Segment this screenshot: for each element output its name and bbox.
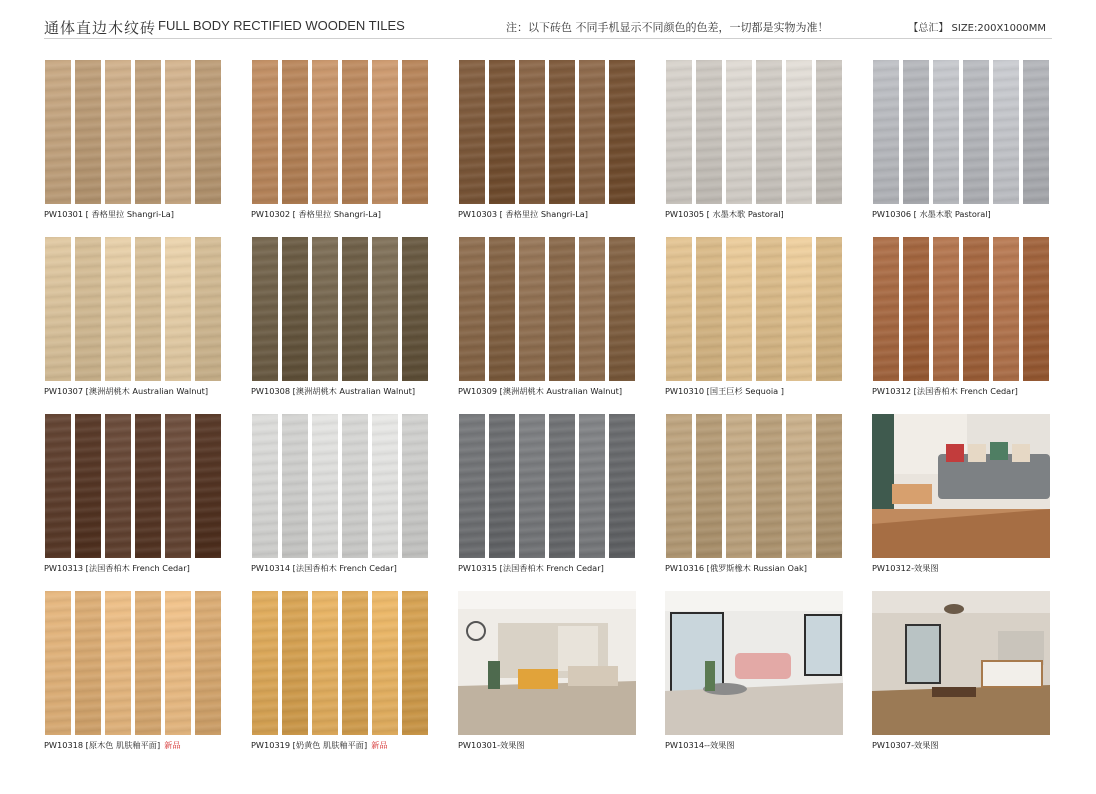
wood-plank — [195, 591, 221, 735]
tile-caption-text: PW10308 [澳洲胡桃木 Australian Walnut] — [251, 386, 416, 396]
tile-caption — [44, 740, 234, 751]
tile-card — [665, 591, 843, 752]
tile-swatch — [458, 237, 636, 381]
tile-swatch — [872, 237, 1050, 381]
tile-caption-text: PW10316 [俄罗斯橡木 Russian Oak] — [665, 563, 807, 573]
wood-plank — [402, 414, 428, 558]
wood-plank — [1023, 60, 1049, 204]
tile-caption-text: PW10301 [ 香格里拉 Shangri-La] — [44, 209, 174, 219]
tile-caption-text: PW10315 [法国香柏木 French Cedar] — [458, 563, 604, 573]
wood-plank — [312, 414, 338, 558]
wood-plank — [579, 237, 605, 381]
wood-plank — [105, 60, 131, 204]
wood-plank — [342, 591, 368, 735]
wood-plank — [549, 237, 575, 381]
wood-plank — [1023, 237, 1049, 381]
tile-caption — [872, 386, 1062, 397]
wood-plank — [489, 414, 515, 558]
wood-plank — [252, 60, 278, 204]
wood-plank — [75, 237, 101, 381]
wood-plank — [195, 414, 221, 558]
tile-card — [665, 60, 843, 221]
wood-plank — [75, 414, 101, 558]
tile-card — [458, 591, 636, 752]
wood-plank — [105, 591, 131, 735]
tile-swatch — [458, 414, 636, 558]
wood-plank — [609, 237, 635, 381]
wood-plank — [519, 237, 545, 381]
wood-plank — [903, 237, 929, 381]
wood-plank — [756, 60, 782, 204]
wood-plank — [135, 414, 161, 558]
wood-plank — [252, 414, 278, 558]
wood-plank — [252, 591, 278, 735]
tile-caption-text: PW10303 [ 香格里拉 Shangri-La] — [458, 209, 588, 219]
wood-plank — [45, 414, 71, 558]
wood-plank — [135, 60, 161, 204]
wood-plank — [873, 60, 899, 204]
wood-plank — [135, 237, 161, 381]
wood-plank — [696, 60, 722, 204]
color-note: 注：以下砖色 不同手机显示不同颜色的色差，一切都是实物为准！ — [506, 21, 829, 34]
tile-swatch — [251, 60, 429, 204]
tile-caption — [665, 386, 855, 397]
tile-card — [872, 237, 1050, 398]
room-effect-photo — [872, 591, 1050, 735]
tile-card — [665, 414, 843, 575]
tile-card — [458, 414, 636, 575]
wood-plank — [372, 60, 398, 204]
wood-plank — [489, 237, 515, 381]
wood-plank — [402, 237, 428, 381]
wood-plank — [165, 237, 191, 381]
tile-card — [44, 591, 222, 752]
wood-plank — [933, 237, 959, 381]
wood-plank — [342, 414, 368, 558]
tile-card — [458, 237, 636, 398]
tile-catalog-grid — [44, 60, 1050, 752]
tile-swatch — [458, 60, 636, 204]
wood-plank — [993, 60, 1019, 204]
wood-plank — [519, 60, 545, 204]
wood-plank — [519, 414, 545, 558]
tile-caption-text: PW10306 [ 水墨木歌 Pastoral] — [872, 209, 991, 219]
wood-plank — [372, 591, 398, 735]
wood-plank — [756, 414, 782, 558]
size-label: 【总汇】 SIZE:200X1000MM — [908, 23, 1046, 34]
tile-card — [872, 591, 1050, 752]
wood-plank — [579, 60, 605, 204]
wood-plank — [666, 60, 692, 204]
tile-card — [251, 60, 429, 221]
tile-caption — [458, 386, 648, 397]
tile-caption — [251, 209, 441, 220]
wood-plank — [282, 60, 308, 204]
wood-plank — [402, 60, 428, 204]
tile-swatch — [44, 414, 222, 558]
wood-plank — [726, 60, 752, 204]
wood-plank — [282, 414, 308, 558]
wood-plank — [549, 60, 575, 204]
wood-plank — [45, 60, 71, 204]
wood-plank — [903, 60, 929, 204]
tile-swatch — [44, 60, 222, 204]
wood-plank — [282, 591, 308, 735]
title-english: FULL BODY RECTIFIED WOODEN TILES — [158, 18, 405, 33]
room-effect-photo — [665, 591, 843, 735]
tile-caption-text: PW10307-效果图 — [872, 740, 939, 750]
tile-caption — [665, 563, 855, 574]
tile-caption-text: PW10301-效果图 — [458, 740, 525, 750]
tile-caption — [44, 386, 234, 397]
wood-plank — [459, 60, 485, 204]
wood-plank — [195, 237, 221, 381]
wood-plank — [756, 237, 782, 381]
wood-plank — [963, 60, 989, 204]
wood-plank — [312, 60, 338, 204]
wood-plank — [342, 237, 368, 381]
tile-caption — [458, 209, 648, 220]
wood-plank — [252, 237, 278, 381]
wood-plank — [282, 237, 308, 381]
wood-plank — [372, 237, 398, 381]
wood-plank — [105, 237, 131, 381]
wood-plank — [165, 60, 191, 204]
wood-plank — [726, 414, 752, 558]
tile-card — [458, 60, 636, 221]
page-header — [44, 16, 1052, 39]
title-chinese: 通体直边木纹砖 — [44, 19, 157, 37]
tile-swatch — [251, 237, 429, 381]
tile-caption-text: PW10318 [原木色 肌肤釉平面] — [44, 740, 161, 750]
tile-caption — [872, 209, 1062, 220]
tile-card — [872, 414, 1050, 575]
wood-plank — [786, 237, 812, 381]
wood-plank — [726, 237, 752, 381]
wood-plank — [45, 237, 71, 381]
wood-plank — [666, 237, 692, 381]
tile-caption — [251, 386, 441, 397]
tile-caption-text: PW10319 [奶黄色 肌肤釉平面] — [251, 740, 368, 750]
wood-plank — [165, 591, 191, 735]
tile-caption — [458, 740, 648, 751]
wood-plank — [312, 237, 338, 381]
tile-caption — [665, 740, 855, 751]
wood-plank — [459, 237, 485, 381]
wood-plank — [75, 60, 101, 204]
tile-card — [872, 60, 1050, 221]
wood-plank — [609, 60, 635, 204]
tile-caption — [665, 209, 855, 220]
tile-swatch — [665, 237, 843, 381]
wood-plank — [963, 237, 989, 381]
tile-caption-text: PW10312 [法国香柏木 French Cedar] — [872, 386, 1018, 396]
room-effect-photo — [458, 591, 636, 735]
wood-plank — [786, 414, 812, 558]
tile-caption-text: PW10305 [ 水墨木歌 Pastoral] — [665, 209, 784, 219]
tile-caption-text: PW10310 [国王巨杉 Sequoia ] — [665, 386, 784, 396]
wood-plank — [312, 591, 338, 735]
wood-plank — [579, 414, 605, 558]
tile-swatch — [665, 414, 843, 558]
wood-plank — [45, 591, 71, 735]
wood-plank — [75, 591, 101, 735]
wood-plank — [816, 414, 842, 558]
wood-plank — [993, 237, 1019, 381]
tile-swatch — [44, 591, 222, 735]
tile-caption — [872, 740, 1062, 751]
tile-swatch — [251, 591, 429, 735]
tile-caption-text: PW10314--效果图 — [665, 740, 735, 750]
wood-plank — [549, 414, 575, 558]
tile-card — [251, 591, 429, 752]
tile-caption-text: PW10312-效果图 — [872, 563, 939, 573]
tile-caption — [872, 563, 1062, 574]
tile-caption — [458, 563, 648, 574]
wood-plank — [696, 414, 722, 558]
tile-caption — [251, 740, 441, 751]
wood-plank — [105, 414, 131, 558]
tile-caption — [44, 209, 234, 220]
tile-card — [44, 414, 222, 575]
tile-caption — [251, 563, 441, 574]
wood-plank — [816, 237, 842, 381]
wood-plank — [195, 60, 221, 204]
wood-plank — [135, 591, 161, 735]
wood-plank — [402, 591, 428, 735]
tile-caption-text: PW10314 [法国香柏木 French Cedar] — [251, 563, 397, 573]
wood-plank — [816, 60, 842, 204]
tile-card — [251, 237, 429, 398]
wood-plank — [609, 414, 635, 558]
wood-plank — [342, 60, 368, 204]
tile-card — [44, 237, 222, 398]
wood-plank — [666, 414, 692, 558]
tile-swatch — [665, 60, 843, 204]
new-product-badge: 新品 — [371, 740, 388, 750]
wood-plank — [933, 60, 959, 204]
wood-plank — [372, 414, 398, 558]
wood-plank — [459, 414, 485, 558]
tile-caption-text: PW10309 [澳洲胡桃木 Australian Walnut] — [458, 386, 623, 396]
tile-swatch — [872, 60, 1050, 204]
room-effect-photo — [872, 414, 1050, 558]
wood-plank — [165, 414, 191, 558]
wood-plank — [489, 60, 515, 204]
tile-swatch — [44, 237, 222, 381]
tile-card — [665, 237, 843, 398]
tile-card — [251, 414, 429, 575]
new-product-badge: 新品 — [164, 740, 181, 750]
tile-caption-text: PW10313 [法国香柏木 French Cedar] — [44, 563, 190, 573]
tile-swatch — [251, 414, 429, 558]
tile-caption-text: PW10302 [ 香格里拉 Shangri-La] — [251, 209, 381, 219]
tile-card — [44, 60, 222, 221]
wood-plank — [873, 237, 899, 381]
wood-plank — [786, 60, 812, 204]
tile-caption — [44, 563, 234, 574]
wood-plank — [696, 237, 722, 381]
tile-caption-text: PW10307 [澳洲胡桃木 Australian Walnut] — [44, 386, 209, 396]
